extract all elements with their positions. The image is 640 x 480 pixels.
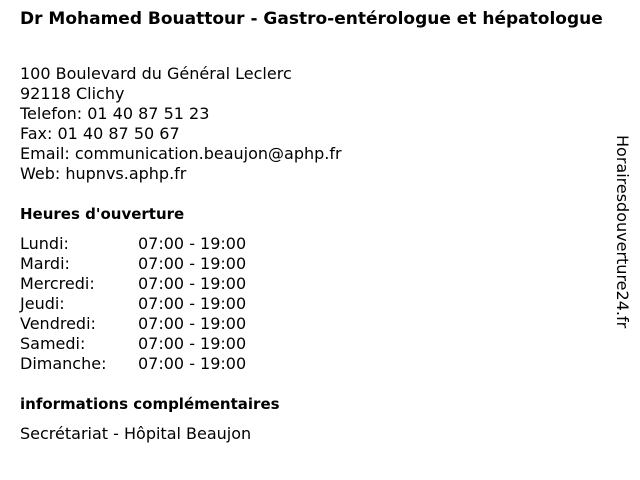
time-range: 07:00 - 19:00 bbox=[138, 234, 247, 253]
page-title: Dr Mohamed Bouattour - Gastro-entérologue et hépatologue bbox=[20, 9, 603, 29]
email-address: Email: communication.beaujon@aphp.fr bbox=[20, 144, 342, 163]
contact-block bbox=[20, 64, 342, 184]
time-range: 07:00 - 19:00 bbox=[138, 274, 247, 293]
day-label: Samedi: bbox=[20, 334, 86, 353]
day-label: Lundi: bbox=[20, 234, 69, 253]
fax-number: Fax: 01 40 87 50 67 bbox=[20, 124, 180, 143]
day-label: Mardi: bbox=[20, 254, 70, 273]
time-range: 07:00 - 19:00 bbox=[138, 314, 247, 333]
site-watermark: Horairesdouverture24.fr bbox=[613, 135, 632, 329]
opening-hours-heading: Heures d'ouverture bbox=[20, 205, 185, 223]
day-label: Dimanche: bbox=[20, 354, 107, 373]
time-range: 07:00 - 19:00 bbox=[138, 294, 247, 313]
time-range: 07:00 - 19:00 bbox=[138, 254, 247, 273]
additional-info-heading: informations complémentaires bbox=[20, 395, 280, 413]
time-range: 07:00 - 19:00 bbox=[138, 354, 247, 373]
day-label: Vendredi: bbox=[20, 314, 96, 333]
street-address: 100 Boulevard du Général Leclerc bbox=[20, 64, 292, 83]
phone-number: Telefon: 01 40 87 51 23 bbox=[20, 104, 210, 123]
day-label: Mercredi: bbox=[20, 274, 95, 293]
time-range: 07:00 - 19:00 bbox=[138, 334, 247, 353]
website: Web: hupnvs.aphp.fr bbox=[20, 164, 187, 183]
day-label: Jeudi: bbox=[20, 294, 65, 313]
city-postal-code: 92118 Clichy bbox=[20, 84, 125, 103]
additional-info-text: Secrétariat - Hôpital Beaujon bbox=[20, 424, 252, 443]
